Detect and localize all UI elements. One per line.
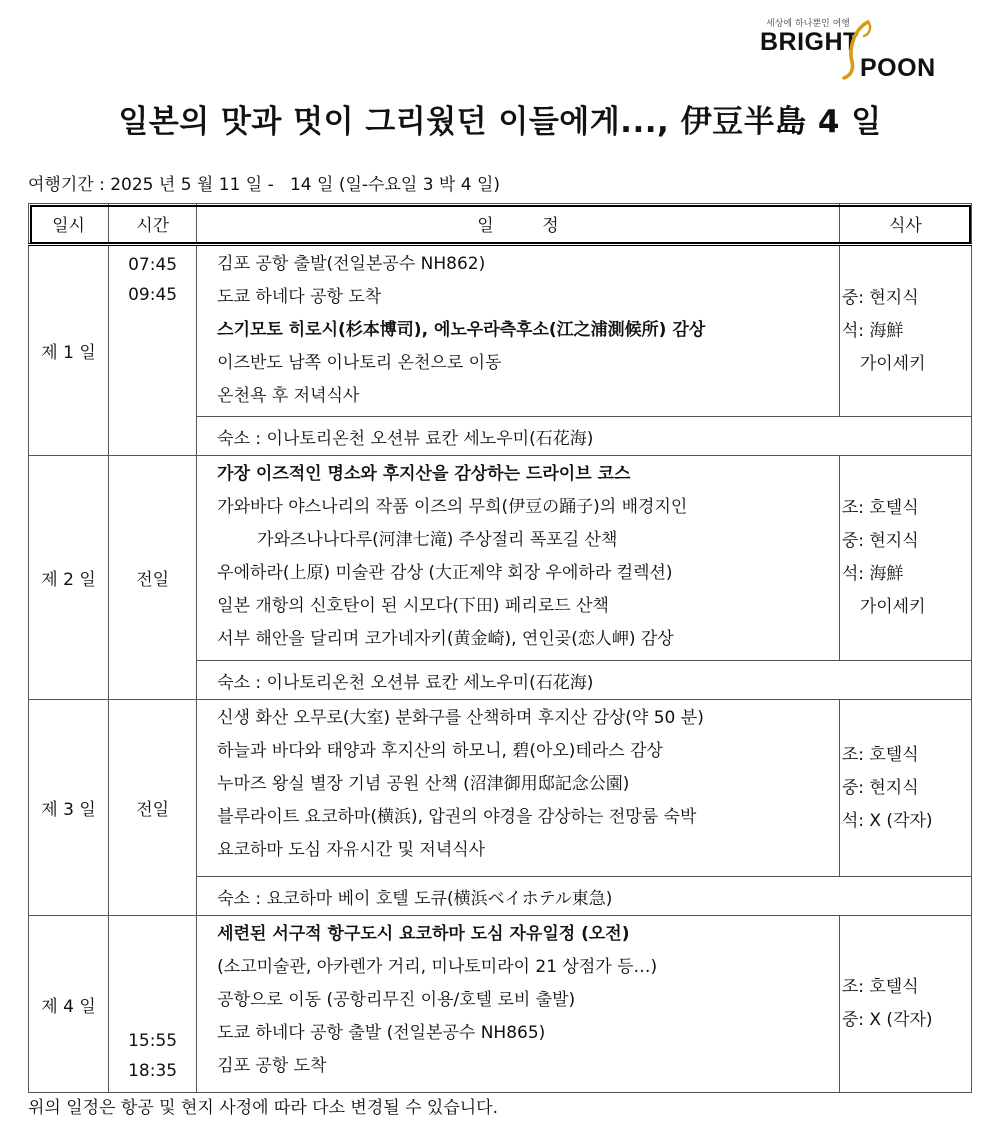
header-schedule: 일 정	[197, 204, 840, 245]
header-date: 일시	[29, 204, 109, 245]
schedule-line: 공항으로 이동 (공항리무진 이용/호텔 로비 출발)	[217, 990, 576, 1010]
schedule-line: 이즈반도 남쪽 이나토리 온천으로 이동	[217, 353, 502, 373]
schedule-cell	[197, 456, 840, 661]
meal-cell	[839, 700, 971, 877]
table-row	[29, 456, 972, 661]
schedule-line: 일본 개항의 신호탄이 된 시모다(下田) 페리로드 산책	[217, 596, 609, 616]
page-title: 일본의 맛과 멋이 그리웠던 이들에게..., 伊豆半島 4 일	[118, 104, 882, 140]
logo-word-bright: BRIGHT	[760, 28, 859, 56]
schedule-cell	[197, 916, 840, 1093]
header-meal: 식사	[839, 204, 971, 245]
day-label: 제 4 일	[29, 916, 109, 1093]
schedule-line: 신생 화산 오무로(大室) 분화구를 산책하며 후지산 감상(약 50 분)	[217, 708, 704, 728]
schedule-line: 도쿄 하네다 공항 도착	[217, 287, 382, 307]
schedule-line-highlight: 스기모토 히로시(杉本博司), 에노우라측후소(江之浦測候所) 감상	[217, 320, 706, 340]
meal-line: 석: 海鮮	[841, 564, 904, 584]
footer-note: 위의 일정은 항공 및 현지 사정에 따라 다소 변경될 수 있습니다.	[28, 1098, 498, 1118]
schedule-line: 온천욕 후 저녁식사	[217, 386, 360, 406]
table-row	[29, 700, 972, 877]
schedule-line-highlight: 세련된 서구적 항구도시 요코하마 도심 자유일정 (오전)	[217, 924, 630, 944]
schedule-line: 요코하마 도심 자유시간 및 저녁식사	[217, 840, 486, 860]
logo-tagline: 세상에 하나뿐인 여행	[766, 19, 850, 29]
meal-line: 석: X (각자)	[841, 810, 933, 831]
lodging-info: 숙소 : 이나토리온천 오션뷰 료칸 세노우미(石花海)	[197, 417, 972, 456]
schedule-line: 블루라이트 요코하마(横浜), 압권의 야경을 감상하는 전망룸 숙박	[217, 807, 697, 827]
schedule-line-highlight: 가장 이즈적인 명소와 후지산을 감상하는 드라이브 코스	[217, 464, 631, 484]
itinerary-table	[28, 203, 972, 1093]
schedule-line: 가와바다 야스나리의 작품 이즈의 무희(伊豆の踊子)의 배경지인	[217, 497, 688, 517]
schedule-line: 우에하라(上原) 미술관 감상 (大正제약 회장 우에하라 컬렉션)	[217, 563, 673, 583]
meal-line: 조: 호텔식	[841, 498, 919, 518]
table-row	[29, 245, 972, 417]
table-header-row	[29, 204, 972, 245]
time-cell	[109, 245, 197, 456]
day-label: 제 1 일	[29, 245, 109, 456]
time-value: 전일	[109, 700, 197, 916]
meal-cell	[839, 456, 971, 661]
time-value: 18:35	[128, 1061, 178, 1081]
lodging-info: 숙소 : 요코하마 베이 호텔 도큐(横浜ベイホテル東急)	[197, 877, 972, 916]
header-time: 시간	[109, 204, 197, 245]
meal-line: 가이세키	[859, 353, 926, 374]
time-value: 07:45	[128, 255, 178, 275]
table-row	[29, 916, 972, 1093]
day-label: 제 3 일	[29, 700, 109, 916]
meal-line: 중: 현지식	[841, 777, 919, 798]
logo-word-poon: POON	[860, 54, 936, 82]
schedule-line: 김포 공항 출발(전일본공수 NH862)	[217, 254, 486, 274]
schedule-line: (소고미술관, 아카렌가 거리, 미나토미라이 21 상점가 등…)	[217, 957, 658, 977]
travel-period: 여행기간 : 2025 년 5 월 11 일 - 14 일 (일-수요일 3 박 4 일)	[28, 175, 501, 195]
meal-line: 중: 현지식	[841, 531, 919, 551]
time-value: 09:45	[128, 285, 178, 305]
schedule-line: 누마즈 왕실 별장 기념 공원 산책 (沼津御用邸記念公園)	[217, 774, 630, 794]
meal-line: 조: 호텔식	[841, 977, 919, 997]
schedule-cell	[197, 700, 840, 877]
meal-line: 석: 海鮮	[841, 320, 904, 341]
brand-logo	[760, 14, 950, 80]
meal-line: 조: 호텔식	[841, 744, 919, 765]
meal-cell	[839, 245, 971, 417]
time-value: 15:55	[128, 1031, 178, 1051]
meal-line: 중: 현지식	[841, 287, 919, 308]
schedule-line: 하늘과 바다와 태양과 후지산의 하모니, 碧(아오)테라스 감상	[217, 741, 663, 761]
schedule-line: 도쿄 하네다 공항 출발 (전일본공수 NH865)	[217, 1023, 546, 1043]
schedule-line: 김포 공항 도착	[217, 1056, 327, 1076]
schedule-line: 서부 해안을 달리며 코가네자키(黄金崎), 연인곶(恋人岬) 감상	[217, 629, 674, 649]
time-cell	[109, 916, 197, 1093]
day-label: 제 2 일	[29, 456, 109, 700]
schedule-cell	[197, 245, 840, 417]
lodging-info: 숙소 : 이나토리온천 오션뷰 료칸 세노우미(石花海)	[197, 661, 972, 700]
time-value: 전일	[109, 456, 197, 700]
schedule-line: 가와즈나나다루(河津七滝) 주상절리 폭포길 산책	[257, 530, 618, 550]
meal-line: 중: X (각자)	[841, 1010, 933, 1030]
meal-line: 가이세키	[859, 597, 926, 617]
meal-cell	[839, 916, 971, 1093]
